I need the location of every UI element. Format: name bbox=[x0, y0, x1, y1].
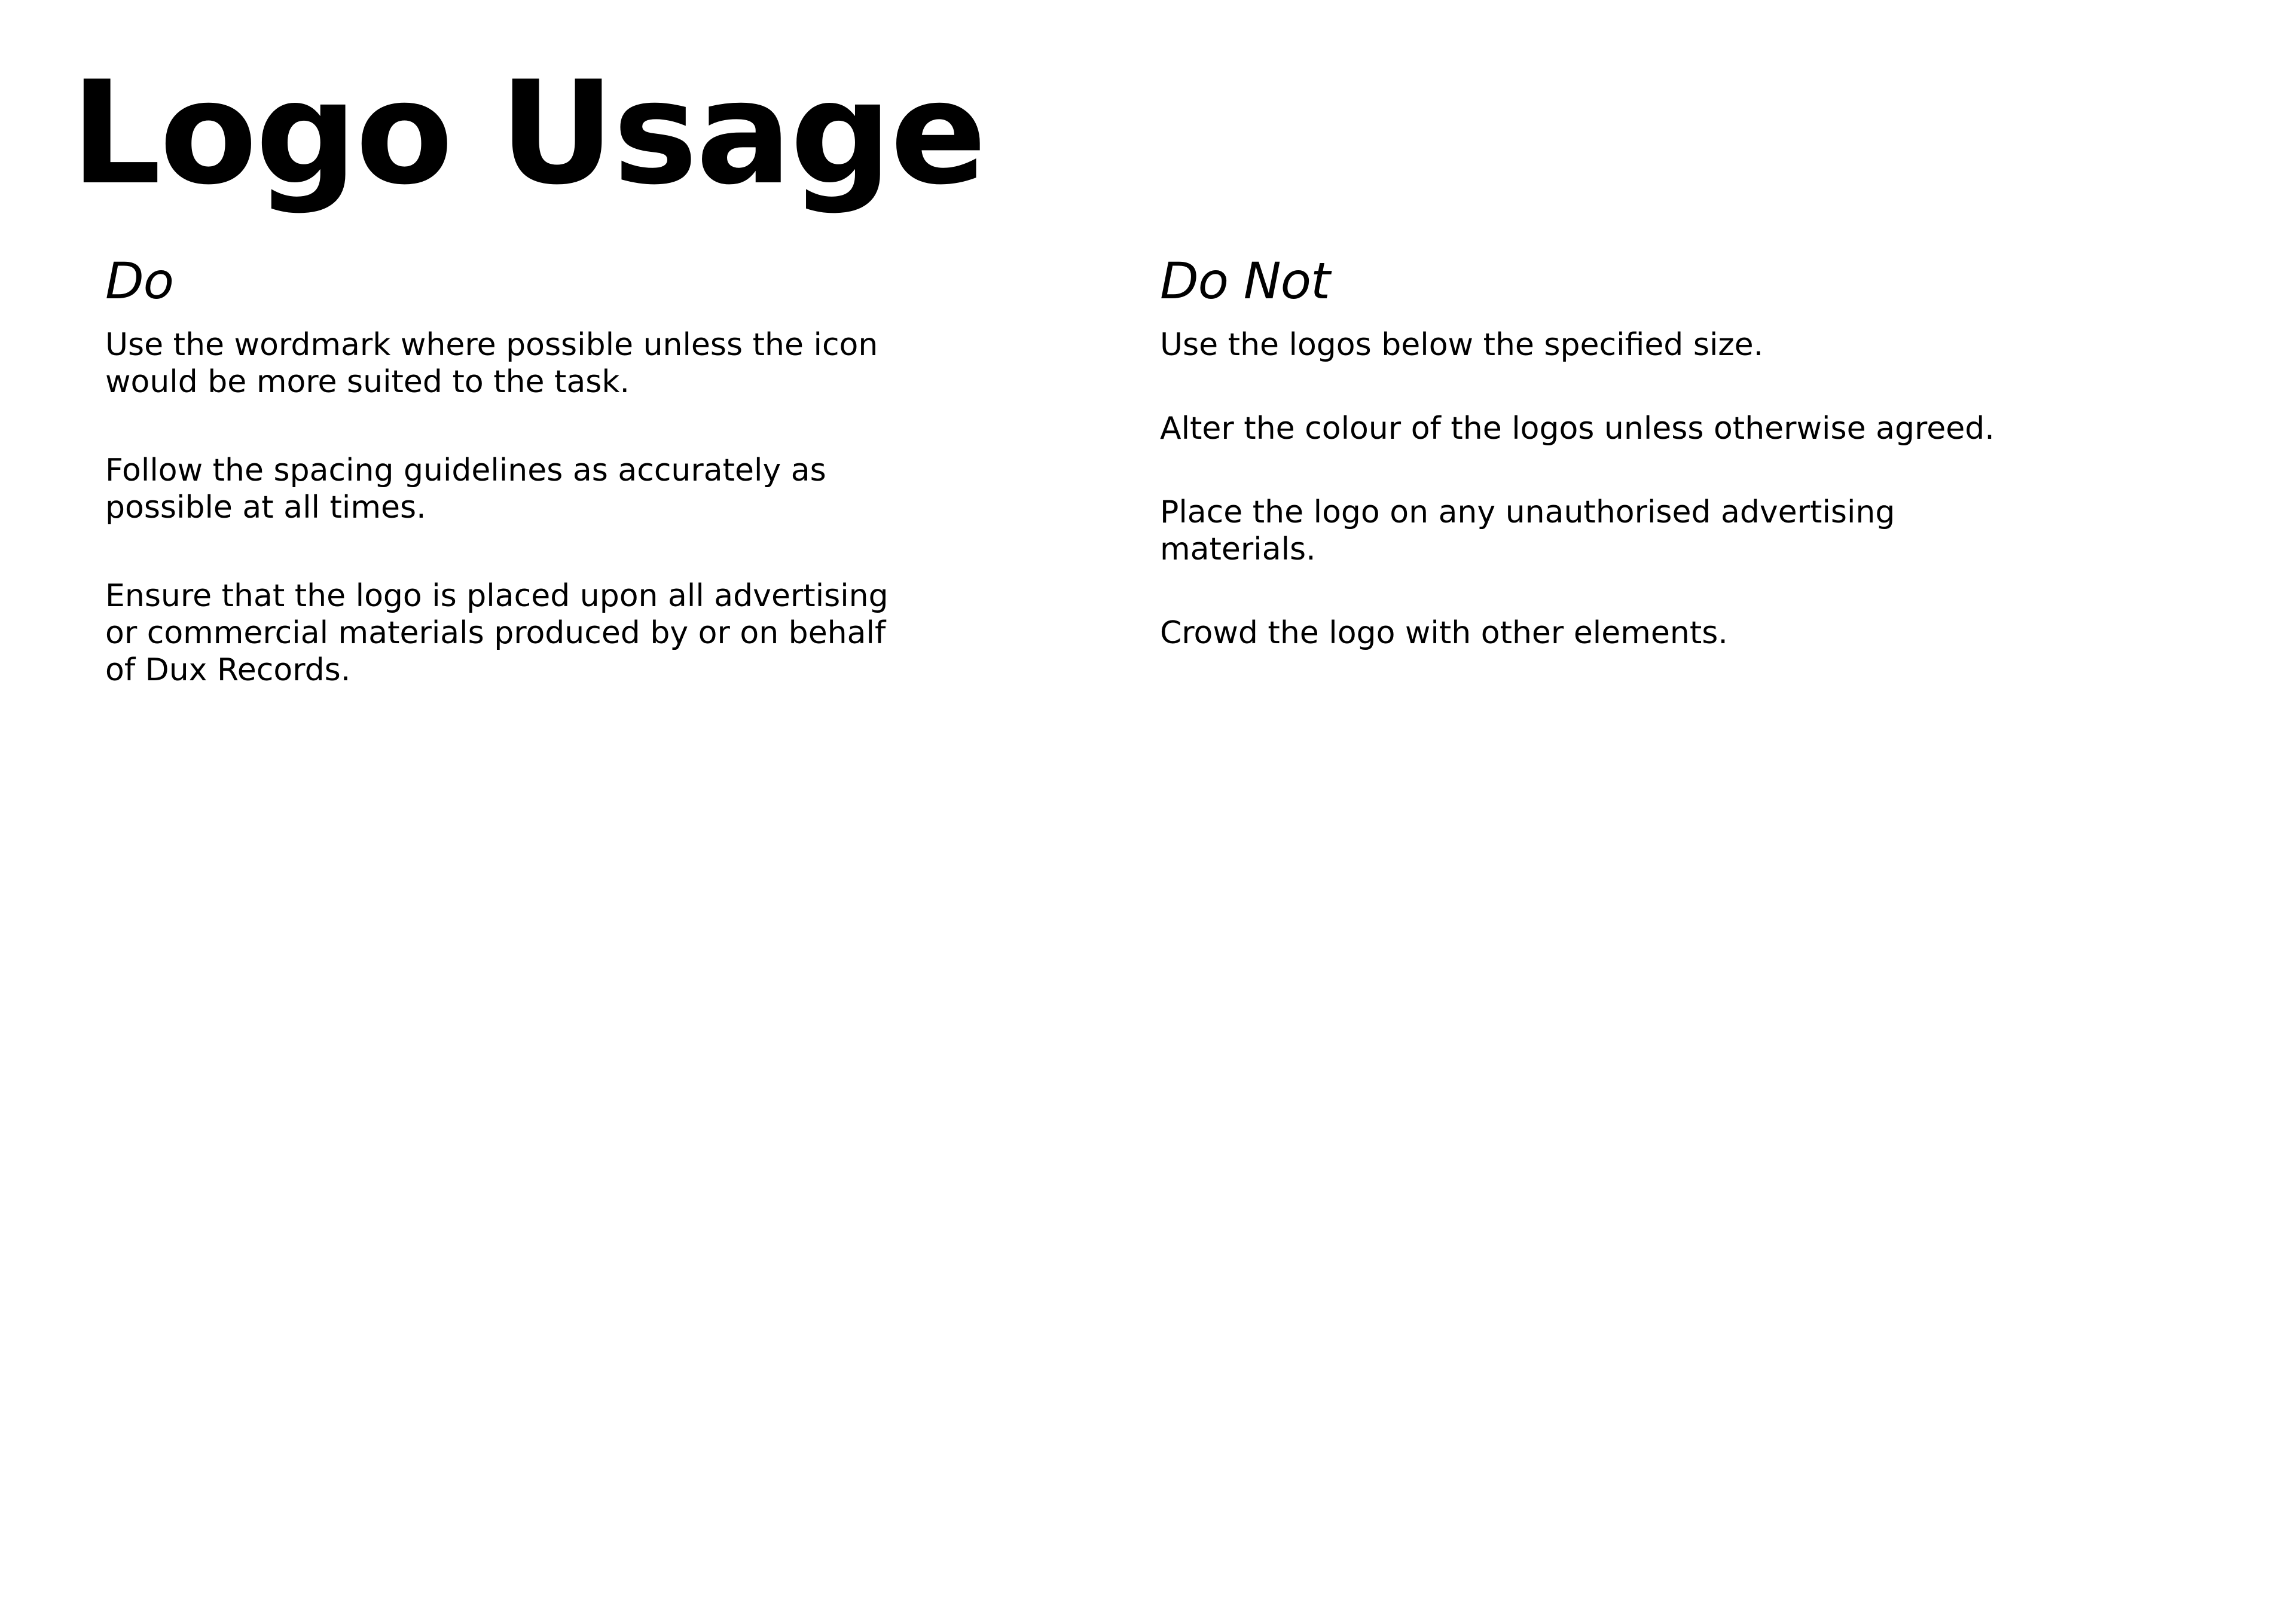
do-not-item-size: Use the logos below the specified size. bbox=[1160, 327, 1764, 363]
do-item-placement: Ensure that the logo is placed upon all advertising or commercial materials produced by or on behalf of Dux Records. bbox=[105, 578, 889, 688]
do-not-item-colour: Alter the colour of the logos unless otherwise agreed. bbox=[1160, 411, 1995, 447]
do-item-spacing: Follow the spacing guidelines as accurately as possible at all times. bbox=[105, 453, 826, 525]
do-not-item-crowd: Crowd the logo with other elements. bbox=[1160, 615, 1728, 651]
do-list bbox=[105, 326, 918, 689]
do-heading: Do bbox=[105, 252, 174, 310]
do-not-heading: Do Not bbox=[1160, 252, 1330, 310]
do-not-list bbox=[1160, 326, 1997, 652]
do-column bbox=[105, 251, 918, 689]
do-not-column bbox=[1160, 251, 1997, 652]
page-title: Logo Usage bbox=[71, 51, 985, 216]
do-item-wordmark: Use the wordmark where possible unless the icon would be more suited to the task. bbox=[105, 327, 878, 400]
do-not-item-unauthorised: Place the logo on any unauthorised advertising materials. bbox=[1160, 494, 1895, 567]
